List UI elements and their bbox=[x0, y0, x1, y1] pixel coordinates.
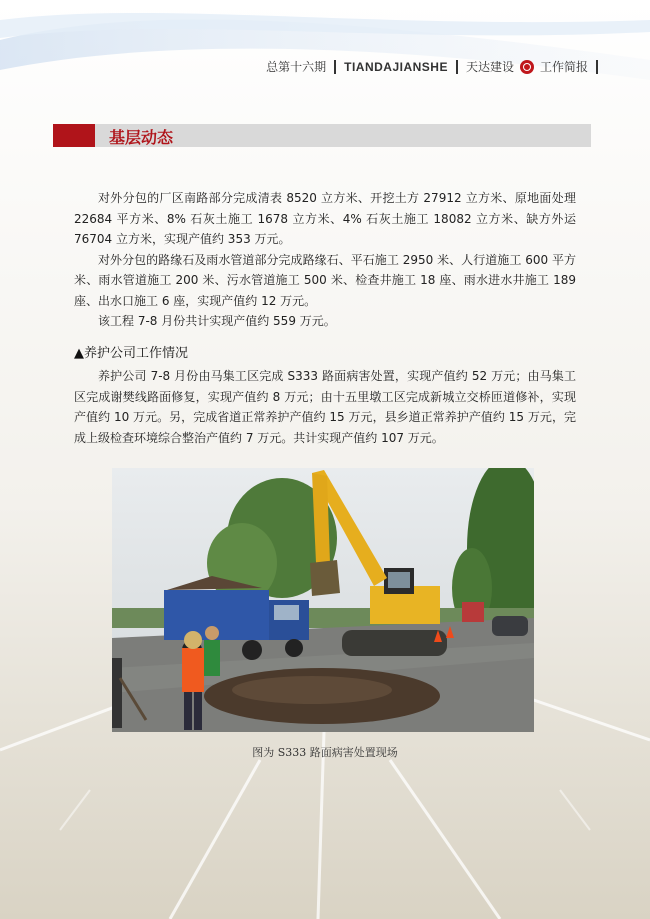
page-header bbox=[266, 58, 602, 75]
paragraph: 对外分包的厂区南路部分完成清表 8520 立方米、开挖土方 27912 立方米、原地面处理 22684 平方米、8% 石灰土施工 1678 立方米、4% 石灰土施工 18082 立方米、缺方外运 76704 立方米，实现产值约 353 万元。 bbox=[74, 191, 576, 246]
brand-pinyin: TIANDAJIANSHE bbox=[344, 59, 448, 74]
company-logo-icon bbox=[520, 60, 534, 74]
paragraph: 养护公司 7-8 月份由马集工区完成 S333 路面病害处置，实现产值约 52 万元；由马集工区完成谢樊线路面修复，实现产值约 8 万元；由十五里墩工区完成新城立交桥匝道修补，实现产值约 10 万元。另，完成省道正常养护产值约 15 万元，县乡道正常养护产值约 15 万元，完成上级检查环境综合整治产值约 7 万元。共计实现产值约 107 万元。 bbox=[74, 369, 576, 445]
paragraph: 对外分包的路缘石及雨水管道部分完成路缘石、平石施工 2950 米、人行道施工 600 平方米、雨水管道施工 200 米、污水管道施工 500 米、检查井施工 18 座、雨水进水井施工 189 座、出水口施工 6 座，实现产值约 12 万元。 bbox=[74, 252, 576, 308]
report-name: 工作简报 bbox=[539, 60, 588, 74]
header-divider bbox=[596, 60, 598, 74]
header-divider bbox=[334, 60, 336, 74]
section-accent-block bbox=[53, 124, 95, 147]
road-repair-photo bbox=[112, 468, 534, 732]
company-name: 天达建设 bbox=[465, 60, 514, 74]
figure-caption: 图为 S333 路面病害处置现场 bbox=[252, 746, 398, 759]
header-divider bbox=[456, 60, 458, 74]
subsection-heading: ▲养护公司工作情况 bbox=[74, 345, 188, 361]
article-body bbox=[74, 188, 576, 448]
issue-number: 总第十六期 bbox=[266, 60, 327, 74]
section-title: 基层动态 bbox=[109, 128, 174, 147]
section-title-bar bbox=[53, 124, 591, 147]
paragraph: 该工程 7-8 月份共计实现产值约 559 万元。 bbox=[98, 314, 336, 328]
